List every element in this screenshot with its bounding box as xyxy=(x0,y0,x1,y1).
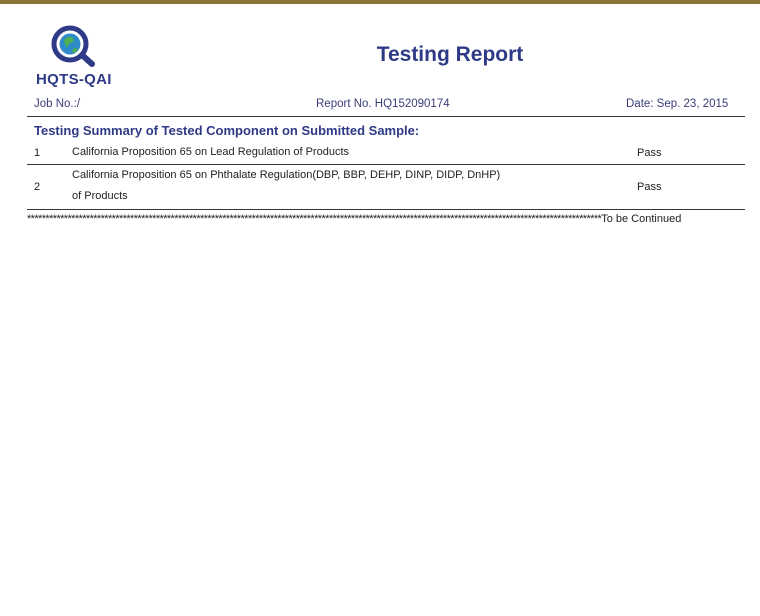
report-date: Date: Sep. 23, 2015 xyxy=(626,98,729,110)
row-description: California Proposition 65 on Phthalate Regulation(DBP, BBP, DEHP, DINP, DIDP, DnHP) xyxy=(72,169,501,181)
row-number: 1 xyxy=(34,147,41,159)
logo-text: HQTS-QAI xyxy=(36,71,112,88)
summary-title: Testing Summary of Tested Component on Submitted Sample: xyxy=(34,123,420,138)
to-be-continued: To be Continued xyxy=(601,213,682,225)
row-result: Pass xyxy=(637,147,662,159)
top-border xyxy=(0,0,760,4)
star-separator: ************************************************************************************************************************************************************ xyxy=(27,213,602,225)
row-description: California Proposition 65 on Lead Regulation of Products xyxy=(72,146,350,158)
row-number: 2 xyxy=(34,181,41,193)
row-result: Pass xyxy=(637,181,662,193)
report-number: Report No. HQ152090174 xyxy=(316,98,450,110)
job-number: Job No.:/ xyxy=(34,98,81,110)
page-title: Testing Report xyxy=(376,43,524,66)
header-divider xyxy=(27,116,745,117)
row-description-continued: of Products xyxy=(72,190,128,202)
table-bottom-divider xyxy=(27,209,745,210)
continuation-line xyxy=(27,213,745,225)
row-divider xyxy=(27,164,745,165)
